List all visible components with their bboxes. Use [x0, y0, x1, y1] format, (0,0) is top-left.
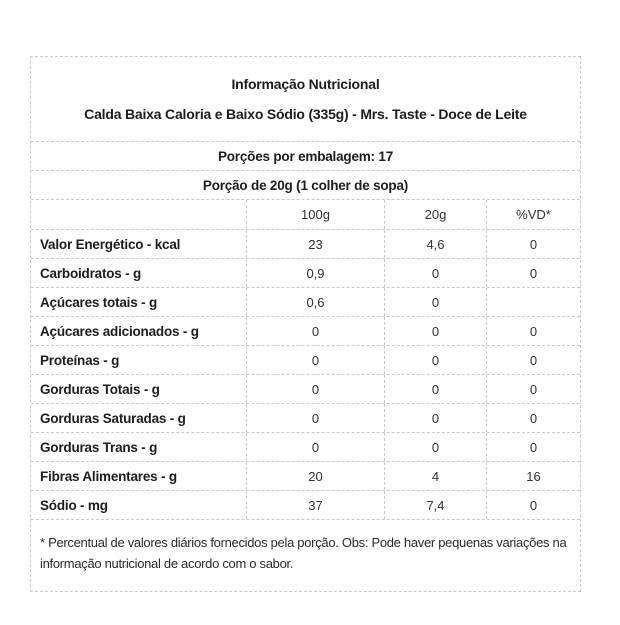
value-100g: 0 — [246, 346, 384, 374]
serving-size-text: Porção de 20g (1 colher de sopa) — [202, 177, 409, 193]
value-vd: 0 — [486, 230, 580, 258]
servings-per-package-row — [31, 141, 580, 170]
value-100g: 0,9 — [246, 259, 384, 287]
row-label: Gorduras Totais - g — [40, 381, 160, 397]
value-vd: 0 — [486, 259, 580, 287]
table-row-gorduras-totais — [31, 374, 580, 403]
row-label: Açúcares totais - g — [40, 294, 157, 310]
column-header-100g: 100g — [246, 200, 384, 229]
value-20g: 0 — [384, 433, 486, 461]
row-label: Proteínas - g — [40, 352, 120, 368]
value-20g: 0 — [384, 259, 486, 287]
value-100g: 0 — [246, 375, 384, 403]
row-label: Sódio - mg — [40, 497, 108, 513]
table-row-fibras-alimentares — [31, 461, 580, 490]
row-label: Gorduras Saturadas - g — [40, 410, 186, 426]
table-row-acucares-adicionados — [31, 316, 580, 345]
table-row-gorduras-saturadas — [31, 403, 580, 432]
column-header-20g: 20g — [384, 200, 486, 229]
nutrition-facts-table — [30, 56, 581, 592]
value-20g: 4,6 — [384, 230, 486, 258]
value-100g: 0 — [246, 317, 384, 345]
table-row-acucares-totais — [31, 287, 580, 316]
value-vd: 0 — [486, 375, 580, 403]
column-header-vd: %VD* — [486, 200, 580, 229]
value-vd: 0 — [486, 317, 580, 345]
footnote: * Percentual de valores diários fornecidos pela porção. Obs: Pode haver pequenas variações na informação nutricional de acordo com o sabor. — [31, 519, 580, 591]
value-20g: 0 — [384, 288, 486, 316]
value-vd: 16 — [486, 462, 580, 490]
value-100g: 0 — [246, 433, 384, 461]
value-vd: 0 — [486, 433, 580, 461]
value-20g: 0 — [384, 375, 486, 403]
value-vd: 0 — [486, 404, 580, 432]
value-100g: 37 — [246, 491, 384, 519]
value-20g: 7,4 — [384, 491, 486, 519]
serving-size-row — [31, 170, 580, 199]
row-label: Açúcares adicionados - g — [40, 323, 199, 339]
row-label: Gorduras Trans - g — [40, 439, 158, 455]
value-100g: 0,6 — [246, 288, 384, 316]
value-20g: 0 — [384, 317, 486, 345]
table-row-proteinas — [31, 345, 580, 374]
table-row-sodio — [31, 490, 580, 519]
column-header-empty — [31, 200, 246, 229]
table-title: Informação Nutricional — [231, 76, 380, 92]
value-vd: 0 — [486, 346, 580, 374]
table-row-gorduras-trans — [31, 432, 580, 461]
product-subtitle: Calda Baixa Caloria e Baixo Sódio (335g) - Mrs. Taste - Doce de Leite — [84, 106, 527, 122]
value-100g: 0 — [246, 404, 384, 432]
value-20g: 0 — [384, 346, 486, 374]
servings-per-package-text: Porções por embalagem: 17 — [217, 148, 394, 164]
value-100g: 23 — [246, 230, 384, 258]
value-vd — [486, 288, 580, 316]
row-label: Fibras Alimentares - g — [40, 468, 177, 484]
value-20g: 0 — [384, 404, 486, 432]
value-100g: 20 — [246, 462, 384, 490]
row-label: Carboidratos - g — [40, 265, 142, 281]
table-header — [31, 57, 580, 141]
column-header-row — [31, 199, 580, 229]
table-row-valor-energetico — [31, 229, 580, 258]
value-20g: 4 — [384, 462, 486, 490]
table-row-carboidratos — [31, 258, 580, 287]
value-vd: 0 — [486, 491, 580, 519]
row-label: Valor Energético - kcal — [40, 236, 181, 252]
